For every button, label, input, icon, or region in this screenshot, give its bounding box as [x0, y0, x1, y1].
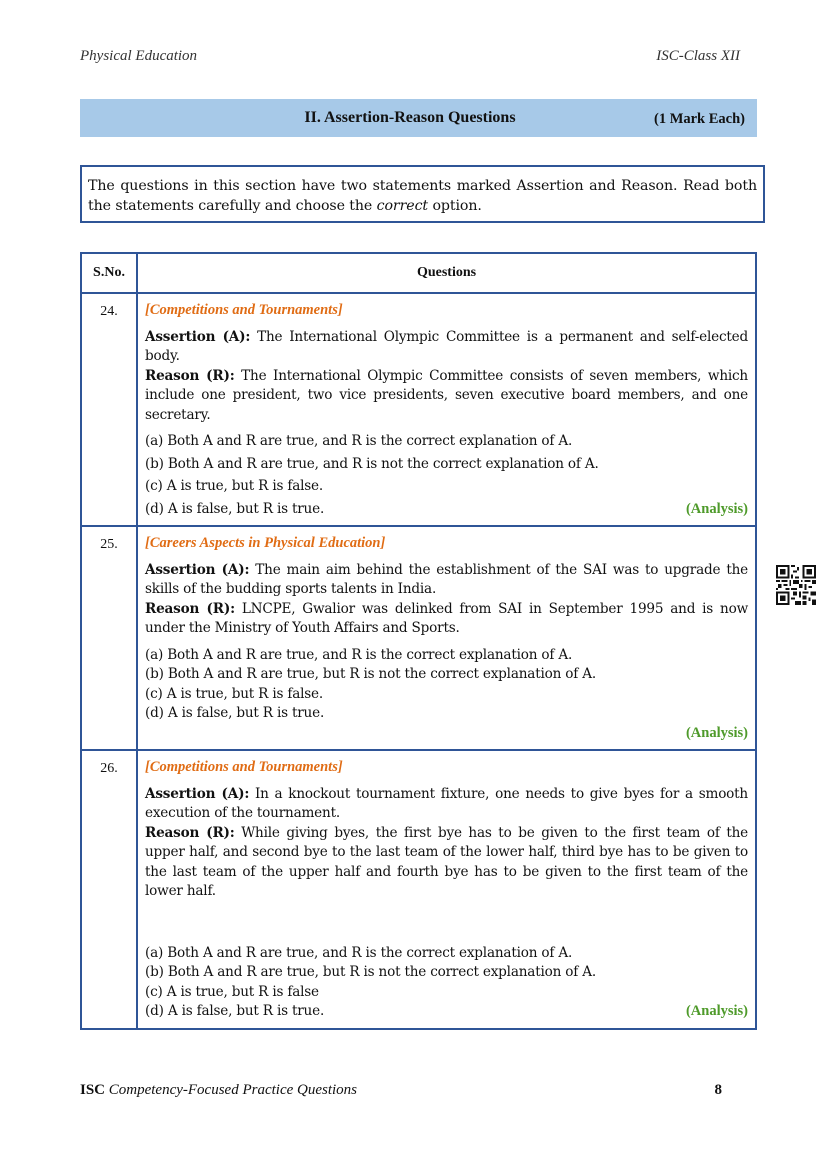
assertion-body: The main aim behind the establishment of the SAI was to upgrade the skills of the budding sports talents in India. — [145, 561, 748, 597]
reason-label: Reason (R): — [145, 367, 235, 384]
assertion-text — [145, 561, 748, 600]
instructions-text — [88, 176, 757, 216]
assertion-body: In a knockout tournament fixture, one needs to give byes for a smooth execution of the tournament. — [145, 785, 748, 821]
question-topic: [Careers Aspects in Physical Education] — [145, 535, 386, 551]
question-row-24 — [81, 293, 756, 526]
question-cell — [137, 526, 756, 750]
assertion-label: Assertion (A): — [145, 328, 251, 345]
reason-text — [145, 824, 748, 902]
section-title: II. Assertion-Reason Questions — [304, 109, 516, 126]
reason-body: The International Olympic Committee consists of seven members, which include one president, two vice presidents, seven executive board members, and one secretary. — [145, 367, 748, 423]
column-header-sno: S.No. — [81, 253, 137, 293]
option-a: (a) Both A and R are true, and R is the correct explanation of A. — [145, 646, 573, 663]
question-row-26 — [81, 750, 756, 1029]
questions-table — [80, 252, 757, 1030]
question-topic: [Competitions and Tournaments] — [145, 302, 343, 318]
question-number: 24. — [100, 304, 118, 319]
option-b: (b) Both A and R are true, and R is not the correct explanation of A. — [145, 455, 599, 472]
reason-text — [145, 600, 748, 639]
spacer — [145, 902, 748, 937]
assertion-text — [145, 785, 748, 824]
reason-text — [145, 367, 748, 426]
instructions-box — [80, 165, 765, 223]
table-header-row — [81, 253, 756, 293]
option-c: (c) A is true, but R is false. — [145, 478, 323, 494]
instructions-emphasis: correct — [376, 198, 429, 214]
qr-code-icon — [776, 565, 816, 605]
column-header-questions: Questions — [137, 253, 756, 293]
page-number: 8 — [714, 1082, 722, 1098]
analysis-tag: (Analysis) — [685, 1003, 748, 1019]
question-number: 26. — [100, 761, 118, 776]
assertion-text — [145, 328, 748, 367]
options-list — [145, 646, 748, 744]
footer-subtitle: Competency-Focused Practice Questions — [105, 1082, 358, 1098]
option-c: (c) A is true, but R is false. — [145, 685, 323, 702]
assertion-body: The International Olympic Committee is a permanent and self-elected body. — [145, 328, 748, 364]
footer-title — [80, 1082, 357, 1099]
reason-body: While giving byes, the first bye has to be given to the first team of the upper half, and second bye to the last team of the lower half, third bye has to be given to the last team of the upper half and fourth bye has to be given to the first team of the lower half. — [145, 824, 748, 899]
option-d: (d) A is false, but R is true. — [145, 500, 325, 517]
option-c: (c) A is true, but R is false — [145, 983, 319, 1000]
options-list — [145, 432, 748, 519]
footer-brand: ISC — [80, 1082, 106, 1098]
instructions-text-before: The questions in this section have two statements marked Assertion and Reason. Read both the statements carefully and choose the — [88, 178, 757, 214]
analysis-tag: (Analysis) — [685, 500, 748, 517]
reason-label: Reason (R): — [145, 600, 235, 617]
instructions-text-after: option. — [428, 198, 482, 214]
assertion-label: Assertion (A): — [145, 561, 250, 578]
options-list — [145, 944, 748, 1022]
section-marks: (1 Mark Each) — [653, 111, 745, 127]
question-cell — [137, 293, 756, 526]
option-b: (b) Both A and R are true, but R is not the correct explanation of A. — [145, 964, 596, 980]
question-number: 25. — [100, 537, 118, 552]
question-cell — [137, 750, 756, 1029]
header-subject: Physical Education — [80, 48, 198, 64]
option-d: (d) A is false, but R is true. — [145, 1003, 325, 1019]
assertion-label: Assertion (A): — [145, 785, 250, 802]
option-a: (a) Both A and R are true, and R is the correct explanation of A. — [145, 433, 573, 449]
analysis-tag: (Analysis) — [685, 724, 748, 741]
option-d: (d) A is false, but R is true. — [145, 705, 325, 721]
reason-body: LNCPE, Gwalior was delinked from SAI in September 1995 and is now under the Ministry of Youth Affairs and Sports. — [145, 600, 749, 636]
header-class: ISC-Class XII — [656, 48, 740, 64]
reason-label: Reason (R): — [145, 824, 235, 841]
question-row-25 — [81, 526, 756, 750]
option-b: (b) Both A and R are true, but R is not the correct explanation of A. — [145, 666, 596, 682]
question-topic: [Competitions and Tournaments] — [145, 759, 343, 775]
option-a: (a) Both A and R are true, and R is the correct explanation of A. — [145, 944, 573, 961]
